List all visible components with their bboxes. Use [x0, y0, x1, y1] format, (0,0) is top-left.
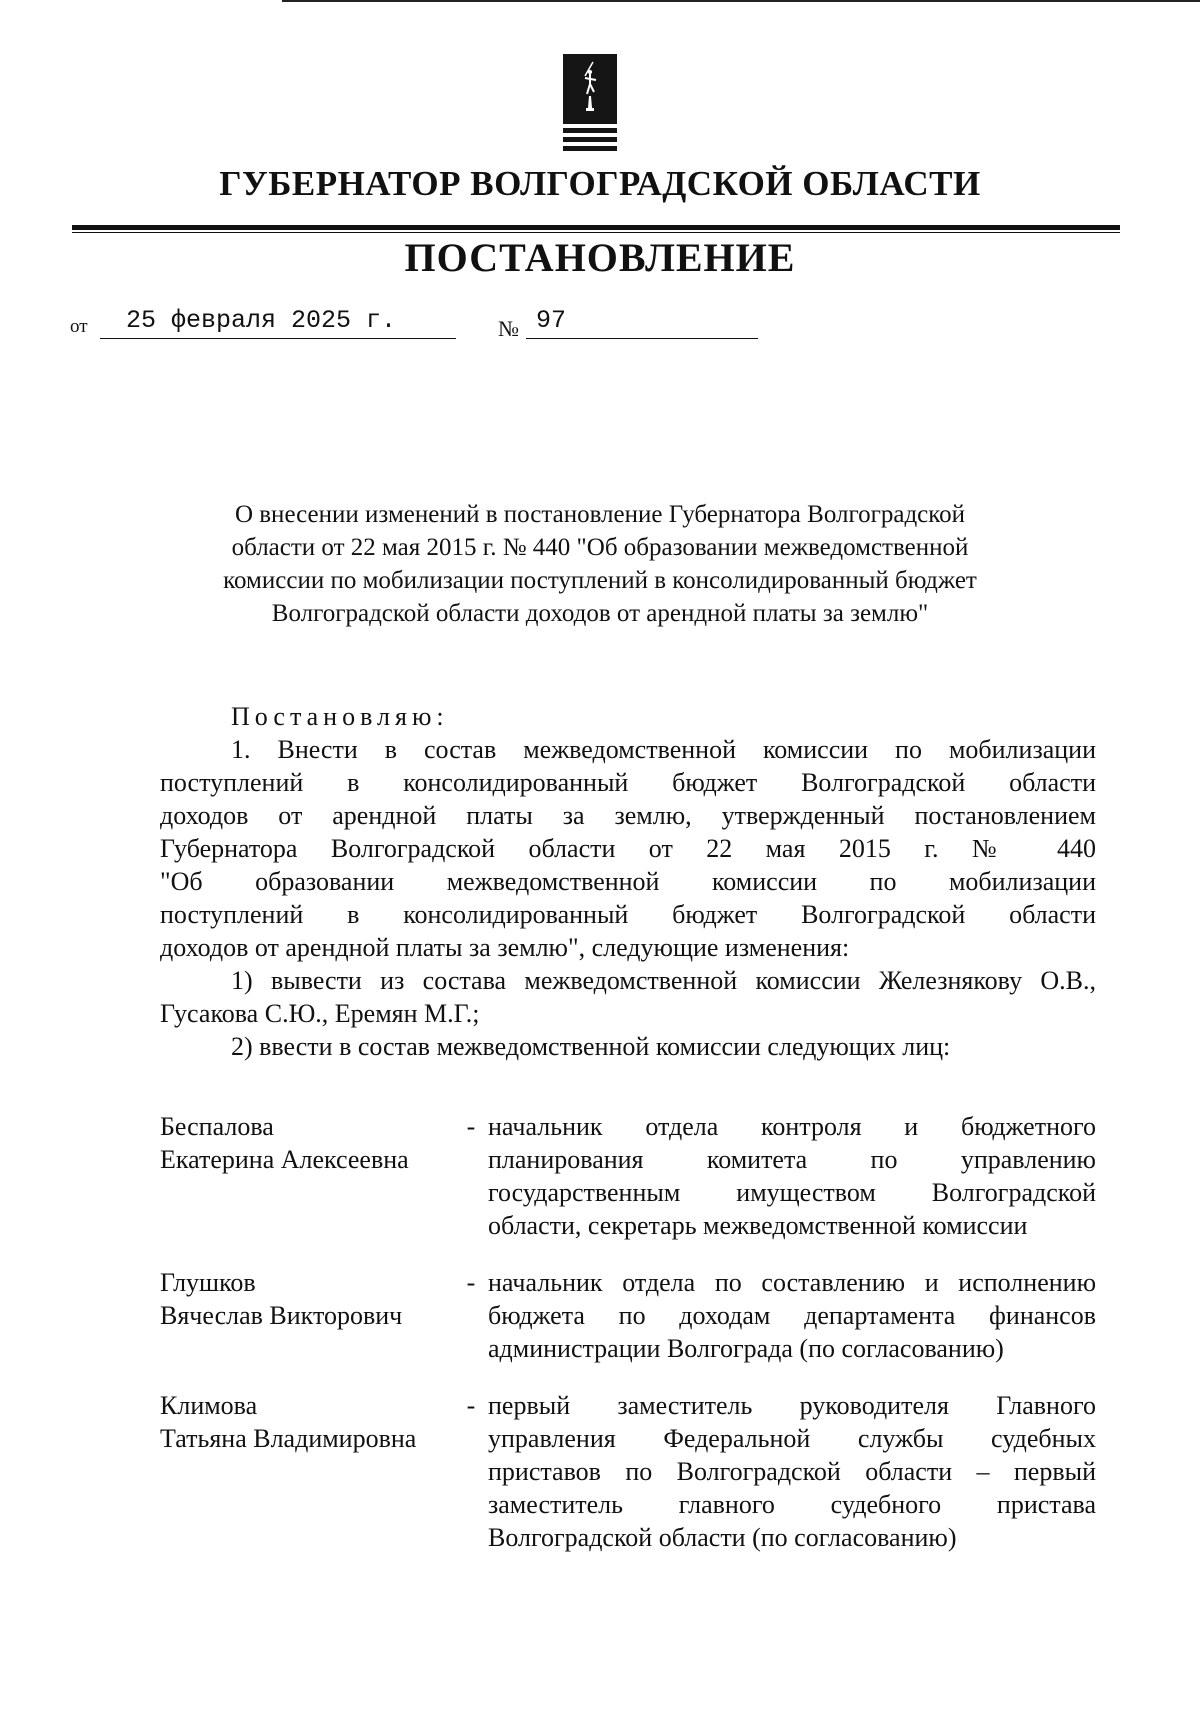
- item1-line: поступлений в консолидированный бюджет Волгоградской области: [160, 768, 1096, 797]
- role-line: администрации Волгограда (по согласованию): [488, 1334, 1004, 1363]
- role-line: Волгоградской области (по согласованию): [488, 1523, 957, 1552]
- member-entry: [160, 1389, 1096, 1554]
- role-line: заместитель главного судебного пристава: [488, 1490, 1096, 1519]
- role-line: первый заместитель руководителя Главного: [488, 1391, 1096, 1420]
- document-date: 25 февраля 2025 г.: [126, 306, 397, 335]
- member-given-names: Вячеслав Викторович: [160, 1301, 403, 1330]
- member-role: [488, 1389, 1096, 1554]
- member-surname: Климова: [160, 1391, 258, 1420]
- member-given-names: Татьяна Владимировна: [160, 1424, 417, 1453]
- number-underline: [526, 338, 758, 339]
- member-role: [488, 1266, 1096, 1365]
- role-line: бюджета по доходам департамента финансов: [488, 1301, 1096, 1330]
- title-line: О внесении изменений в постановление Губернатора Волгоградской: [234, 501, 966, 528]
- role-line: управления Федеральной службы судебных: [488, 1424, 1096, 1453]
- members-list: [160, 1110, 1096, 1578]
- date-underline: [100, 338, 456, 339]
- decree-word: Постановляю:: [231, 702, 449, 731]
- member-entry: [160, 1266, 1096, 1365]
- document-title: [150, 498, 1050, 630]
- item1-line: доходов от арендной платы за землю, утвержденный постановлением: [160, 801, 1096, 830]
- role-line: начальник отдела по составлению и исполнению: [488, 1268, 1096, 1297]
- date-label: от: [70, 316, 88, 337]
- role-line: начальник отдела контроля и бюджетного: [488, 1112, 1096, 1141]
- title-line: области от 22 мая 2015 г. № 440 "Об образовании межведомственной: [231, 534, 969, 561]
- document-number: 97: [536, 306, 567, 335]
- title-line: Волгоградской области доходов от арендной платы за землю": [271, 600, 929, 627]
- sub1-line: 1) вывести из состава межведомственной комиссии Железнякову О.В.,: [231, 966, 1096, 995]
- sub2-line: 2) ввести в состав межведомственной комиссии следующих лиц:: [231, 1032, 951, 1061]
- member-dash: -: [466, 1268, 476, 1297]
- document-reference: [70, 306, 770, 340]
- item1-line: доходов от арендной платы за землю", следующие изменения:: [160, 933, 850, 962]
- member-name: [160, 1389, 460, 1455]
- member-given-names: Екатерина Алексеевна: [160, 1145, 409, 1174]
- role-line: государственным имуществом Волгоградской: [488, 1178, 1096, 1207]
- member-name: [160, 1266, 460, 1332]
- member-dash: -: [466, 1391, 476, 1420]
- member-role: [488, 1110, 1096, 1242]
- member-name: [160, 1110, 460, 1176]
- issuing-authority: ГУБЕРНАТОР ВОЛГОГРАДСКОЙ ОБЛАСТИ: [219, 164, 981, 203]
- item1-line: Губернатора Волгоградской области от 22 мая 2015 г. № 440: [160, 834, 1096, 863]
- number-label: №: [498, 316, 519, 341]
- role-line: планирования комитета по управлению: [488, 1145, 1096, 1174]
- member-dash: -: [466, 1112, 476, 1141]
- top-edge-line: [282, 0, 1200, 2]
- member-surname: Глушков: [160, 1268, 256, 1297]
- member-surname: Беспалова: [160, 1112, 274, 1141]
- document-body: [160, 700, 1096, 1063]
- document-type: ПОСТАНОВЛЕНИЕ: [404, 235, 796, 280]
- header-rule-thick: [72, 225, 1120, 230]
- item1-line: поступлений в консолидированный бюджет Волгоградской области: [160, 900, 1096, 929]
- item1-line: "Об образовании межведомственной комиссии по мобилизации: [160, 867, 1096, 896]
- volgograd-emblem-icon: [563, 54, 617, 152]
- role-line: приставов по Волгоградской области – первый: [488, 1457, 1096, 1486]
- member-entry: [160, 1110, 1096, 1242]
- item1-line: 1. Внести в состав межведомственной комиссии по мобилизации: [231, 735, 1096, 764]
- sub1-line: Гусакова С.Ю., Еремян М.Г.;: [160, 999, 480, 1028]
- header-rule-thin: [72, 232, 1120, 233]
- title-line: комиссии по мобилизации поступлений в консолидированный бюджет: [223, 567, 977, 594]
- role-line: области, секретарь межведомственной комиссии: [488, 1211, 1028, 1240]
